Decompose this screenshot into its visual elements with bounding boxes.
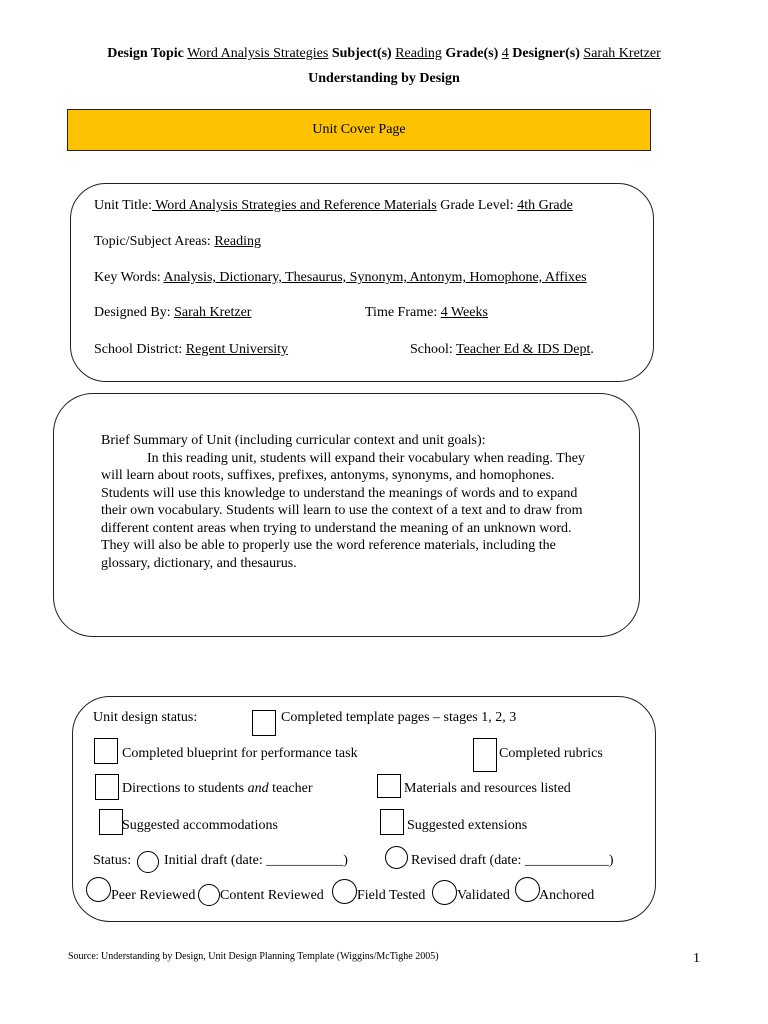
subject-value: Reading	[395, 46, 442, 61]
validated-label: Validated	[457, 888, 510, 903]
summary-line: will learn about roots, suffixes, prefixes, antonyms, synonyms, and homophones.	[101, 468, 555, 483]
summary-line: Students will use this knowledge to understand the meanings of words and to expand	[101, 485, 578, 501]
validated-radio[interactable]	[432, 880, 457, 905]
initial-draft-label: Initial draft (date: ___________)	[164, 853, 348, 868]
topic-line	[94, 234, 261, 250]
rubrics-label: Completed rubrics	[499, 746, 603, 761]
summary-line: different content areas when trying to understand the meaning of an unknown word.	[101, 520, 572, 536]
designed-by-label: Designed By:	[94, 305, 171, 320]
extensions-checkbox[interactable]	[380, 809, 404, 835]
keywords-line	[94, 270, 587, 286]
source-footnote: Source: Understanding by Design, Unit Design Planning Template (Wiggins/McTighe 2005)	[68, 951, 439, 962]
summary-line: In this reading unit, students will expand their vocabulary when reading. They	[147, 450, 585, 466]
field-tested-label: Field Tested	[357, 888, 426, 903]
design-topic-value: Word Analysis Strategies	[187, 46, 329, 61]
accommodations-label: Suggested accommodations	[122, 818, 278, 833]
designed-by-line	[94, 305, 251, 321]
revised-draft-label: Revised draft (date: ____________)	[411, 853, 614, 868]
summary-line: their own vocabulary. Students will learn to use the context of a text and to draw from	[101, 503, 583, 518]
directions-label	[122, 781, 313, 797]
design-topic-label: Design Topic	[107, 46, 184, 61]
materials-label: Materials and resources listed	[404, 781, 571, 796]
subject-label: Subject(s)	[331, 46, 392, 61]
grade-level-value: 4th Grade	[517, 198, 573, 213]
materials-checkbox[interactable]	[377, 774, 401, 798]
page-subtitle: Understanding by Design	[308, 71, 460, 86]
directions-text-and: and	[247, 781, 269, 796]
time-frame-line	[365, 305, 488, 321]
cover-bar-title: Unit Cover Page	[312, 122, 406, 137]
directions-text-pre: Directions to students	[122, 781, 248, 796]
rubrics-checkbox[interactable]	[473, 738, 497, 772]
district-value: Regent University	[185, 342, 289, 357]
designer-label: Designer(s)	[512, 46, 580, 61]
anchored-label: Anchored	[539, 888, 595, 903]
field-tested-radio[interactable]	[332, 879, 357, 904]
time-frame-value: 4 Weeks	[440, 305, 488, 320]
anchored-radio[interactable]	[515, 877, 540, 902]
topic-label: Topic/Subject Areas:	[94, 234, 211, 249]
summary-heading: Brief Summary of Unit (including curricular context and unit goals):	[101, 433, 486, 448]
grade-level-label: Grade Level:	[440, 198, 514, 213]
page-number: 1	[693, 951, 700, 966]
summary-line: They will also be able to properly use the word reference materials, including the	[101, 538, 556, 553]
grade-label: Grade(s)	[445, 46, 499, 61]
initial-draft-radio[interactable]	[137, 851, 159, 873]
summary-text	[101, 432, 631, 572]
extensions-label: Suggested extensions	[407, 818, 528, 833]
design-status-label: Unit design status:	[93, 710, 198, 725]
peer-reviewed-radio[interactable]	[86, 877, 111, 902]
unit-title-label: Unit Title:	[94, 198, 152, 213]
accommodations-checkbox[interactable]	[99, 809, 123, 835]
time-frame-label: Time Frame:	[365, 305, 438, 320]
district-label: School District:	[94, 342, 183, 357]
designer-value: Sarah Kretzer	[583, 46, 661, 61]
summary-line: glossary, dictionary, and thesaurus.	[101, 555, 297, 571]
directions-text-post: teacher	[268, 781, 313, 796]
directions-checkbox[interactable]	[95, 774, 119, 800]
school-label: School:	[410, 342, 453, 357]
unit-title-line	[94, 198, 573, 214]
school-line: School: Teacher Ed & IDS Dept.	[410, 342, 594, 357]
district-line	[94, 342, 288, 358]
content-reviewed-label: Content Reviewed	[220, 888, 324, 903]
design-header-line	[0, 46, 768, 62]
blueprint-label: Completed blueprint for performance task	[122, 746, 358, 761]
grade-value: 4	[501, 46, 509, 61]
peer-reviewed-label: Peer Reviewed	[111, 888, 196, 903]
unit-cover-page-bar	[67, 109, 651, 151]
school-value: Teacher Ed & IDS Dept	[456, 342, 591, 357]
designed-by-value: Sarah Kretzer	[174, 305, 252, 320]
revised-draft-radio[interactable]	[385, 846, 408, 869]
status-label: Status:	[93, 853, 132, 868]
template-pages-label: Completed template pages – stages 1, 2, 3	[281, 710, 517, 725]
blueprint-checkbox[interactable]	[94, 738, 118, 764]
unit-title-value: Word Analysis Strategies and Reference Materials	[151, 198, 437, 213]
keywords-label: Key Words:	[94, 270, 161, 285]
template-pages-checkbox[interactable]	[252, 710, 276, 736]
topic-value: Reading	[214, 234, 261, 249]
keywords-value: Analysis, Dictionary, Thesaurus, Synonym, Antonym, Homophone, Affixes	[163, 270, 587, 285]
content-reviewed-radio[interactable]	[198, 884, 220, 906]
